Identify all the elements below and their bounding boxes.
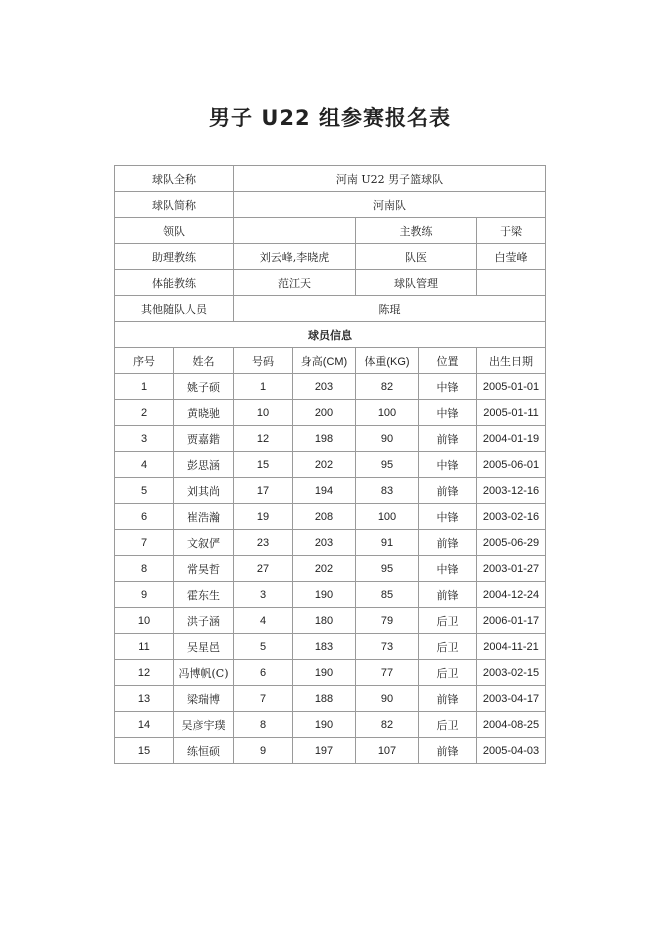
table-row	[115, 478, 546, 504]
player-height: 194	[293, 478, 356, 504]
player-index: 1	[115, 374, 174, 400]
player-position: 前锋	[419, 582, 477, 608]
player-position: 后卫	[419, 712, 477, 738]
player-height: 197	[293, 738, 356, 764]
player-weight: 82	[356, 712, 419, 738]
player-position: 后卫	[419, 608, 477, 634]
player-weight: 107	[356, 738, 419, 764]
player-birthdate: 2005-06-29	[477, 530, 546, 556]
fitness-value: 范江天	[234, 270, 356, 296]
fitness-label: 体能教练	[115, 270, 234, 296]
player-index: 11	[115, 634, 174, 660]
player-birthdate: 2003-02-15	[477, 660, 546, 686]
player-index: 15	[115, 738, 174, 764]
col-header-number: 号码	[234, 348, 293, 374]
player-number: 1	[234, 374, 293, 400]
players-section-title: 球员信息	[115, 322, 546, 348]
player-birthdate: 2004-12-24	[477, 582, 546, 608]
player-weight: 85	[356, 582, 419, 608]
player-birthdate: 2004-11-21	[477, 634, 546, 660]
player-name: 冯博帆(C)	[174, 660, 234, 686]
player-birthdate: 2003-02-16	[477, 504, 546, 530]
player-name: 吴彦宇璞	[174, 712, 234, 738]
player-height: 183	[293, 634, 356, 660]
col-header-position: 位置	[419, 348, 477, 374]
player-index: 3	[115, 426, 174, 452]
player-number: 23	[234, 530, 293, 556]
manager-value	[477, 270, 546, 296]
player-birthdate: 2003-12-16	[477, 478, 546, 504]
player-index: 10	[115, 608, 174, 634]
player-birthdate: 2004-08-25	[477, 712, 546, 738]
col-header-name: 姓名	[174, 348, 234, 374]
registration-table	[114, 165, 546, 764]
player-height: 190	[293, 582, 356, 608]
player-weight: 73	[356, 634, 419, 660]
player-weight: 83	[356, 478, 419, 504]
player-position: 中锋	[419, 400, 477, 426]
table-row	[115, 634, 546, 660]
short-name-value: 河南队	[234, 192, 546, 218]
player-height: 208	[293, 504, 356, 530]
full-name-value: 河南 U22 男子篮球队	[234, 166, 546, 192]
table-row	[115, 686, 546, 712]
player-weight: 90	[356, 686, 419, 712]
col-header-height: 身高(CM)	[293, 348, 356, 374]
player-position: 后卫	[419, 634, 477, 660]
player-height: 203	[293, 374, 356, 400]
player-birthdate: 2003-01-27	[477, 556, 546, 582]
team-row-shortname	[115, 192, 546, 218]
players-section-row	[115, 322, 546, 348]
player-name: 文叙俨	[174, 530, 234, 556]
player-height: 188	[293, 686, 356, 712]
player-birthdate: 2005-01-01	[477, 374, 546, 400]
player-height: 190	[293, 712, 356, 738]
player-name: 梁瑞博	[174, 686, 234, 712]
player-name: 贾嘉鍇	[174, 426, 234, 452]
head-coach-label: 主教练	[356, 218, 477, 244]
player-name: 洪子涵	[174, 608, 234, 634]
col-header-index: 序号	[115, 348, 174, 374]
manager-label: 球队管理	[356, 270, 477, 296]
player-number: 19	[234, 504, 293, 530]
player-weight: 100	[356, 400, 419, 426]
head-coach-value: 于梁	[477, 218, 546, 244]
player-position: 前锋	[419, 686, 477, 712]
player-number: 6	[234, 660, 293, 686]
player-weight: 90	[356, 426, 419, 452]
player-weight: 91	[356, 530, 419, 556]
player-index: 9	[115, 582, 174, 608]
col-header-weight: 体重(KG)	[356, 348, 419, 374]
player-name: 姚子硕	[174, 374, 234, 400]
table-row	[115, 712, 546, 738]
player-header-row	[115, 348, 546, 374]
player-name: 刘其尚	[174, 478, 234, 504]
leader-value	[234, 218, 356, 244]
player-number: 8	[234, 712, 293, 738]
player-weight: 77	[356, 660, 419, 686]
player-name: 练恒硕	[174, 738, 234, 764]
table-row	[115, 504, 546, 530]
player-birthdate: 2005-01-11	[477, 400, 546, 426]
team-row-assistant	[115, 244, 546, 270]
team-row-fitness	[115, 270, 546, 296]
table-row	[115, 530, 546, 556]
player-name: 霍东生	[174, 582, 234, 608]
player-rows	[115, 374, 546, 764]
player-number: 12	[234, 426, 293, 452]
table-row	[115, 400, 546, 426]
player-weight: 95	[356, 452, 419, 478]
player-name: 黄晓驰	[174, 400, 234, 426]
others-label: 其他随队人员	[115, 296, 234, 322]
player-position: 中锋	[419, 374, 477, 400]
player-index: 6	[115, 504, 174, 530]
player-height: 180	[293, 608, 356, 634]
player-number: 5	[234, 634, 293, 660]
player-index: 8	[115, 556, 174, 582]
full-name-label: 球队全称	[115, 166, 234, 192]
player-height: 203	[293, 530, 356, 556]
player-height: 200	[293, 400, 356, 426]
player-position: 中锋	[419, 504, 477, 530]
player-index: 7	[115, 530, 174, 556]
col-header-birthdate: 出生日期	[477, 348, 546, 374]
table-row	[115, 556, 546, 582]
short-name-label: 球队简称	[115, 192, 234, 218]
player-height: 202	[293, 452, 356, 478]
player-index: 13	[115, 686, 174, 712]
player-position: 前锋	[419, 530, 477, 556]
player-position: 后卫	[419, 660, 477, 686]
table-row	[115, 738, 546, 764]
player-birthdate: 2005-04-03	[477, 738, 546, 764]
player-birthdate: 2006-01-17	[477, 608, 546, 634]
player-number: 7	[234, 686, 293, 712]
player-index: 2	[115, 400, 174, 426]
player-index: 12	[115, 660, 174, 686]
player-position: 前锋	[419, 738, 477, 764]
player-number: 15	[234, 452, 293, 478]
assistant-value: 刘云峰,李晓虎	[234, 244, 356, 270]
player-weight: 95	[356, 556, 419, 582]
doctor-value: 白莹峰	[477, 244, 546, 270]
player-height: 190	[293, 660, 356, 686]
table-row	[115, 660, 546, 686]
leader-label: 领队	[115, 218, 234, 244]
player-birthdate: 2004-01-19	[477, 426, 546, 452]
others-value: 陈琨	[234, 296, 546, 322]
player-index: 5	[115, 478, 174, 504]
player-weight: 82	[356, 374, 419, 400]
player-height: 202	[293, 556, 356, 582]
player-weight: 79	[356, 608, 419, 634]
player-number: 10	[234, 400, 293, 426]
player-birthdate: 2005-06-01	[477, 452, 546, 478]
team-row-others	[115, 296, 546, 322]
player-height: 198	[293, 426, 356, 452]
player-number: 9	[234, 738, 293, 764]
player-name: 常昊哲	[174, 556, 234, 582]
table-row	[115, 608, 546, 634]
team-row-fullname	[115, 166, 546, 192]
player-name: 吴星邑	[174, 634, 234, 660]
player-number: 4	[234, 608, 293, 634]
table-row	[115, 374, 546, 400]
table-row	[115, 452, 546, 478]
player-index: 14	[115, 712, 174, 738]
player-name: 彭思涵	[174, 452, 234, 478]
assistant-label: 助理教练	[115, 244, 234, 270]
table-row	[115, 582, 546, 608]
player-number: 27	[234, 556, 293, 582]
player-position: 前锋	[419, 426, 477, 452]
player-birthdate: 2003-04-17	[477, 686, 546, 712]
player-position: 中锋	[419, 452, 477, 478]
player-weight: 100	[356, 504, 419, 530]
team-info	[115, 166, 546, 374]
player-position: 前锋	[419, 478, 477, 504]
player-number: 17	[234, 478, 293, 504]
doctor-label: 队医	[356, 244, 477, 270]
page-title: 男子 U22 组参赛报名表	[209, 106, 451, 130]
player-name: 崔浩瀚	[174, 504, 234, 530]
table-row	[115, 426, 546, 452]
player-number: 3	[234, 582, 293, 608]
player-position: 中锋	[419, 556, 477, 582]
team-row-leader	[115, 218, 546, 244]
player-index: 4	[115, 452, 174, 478]
